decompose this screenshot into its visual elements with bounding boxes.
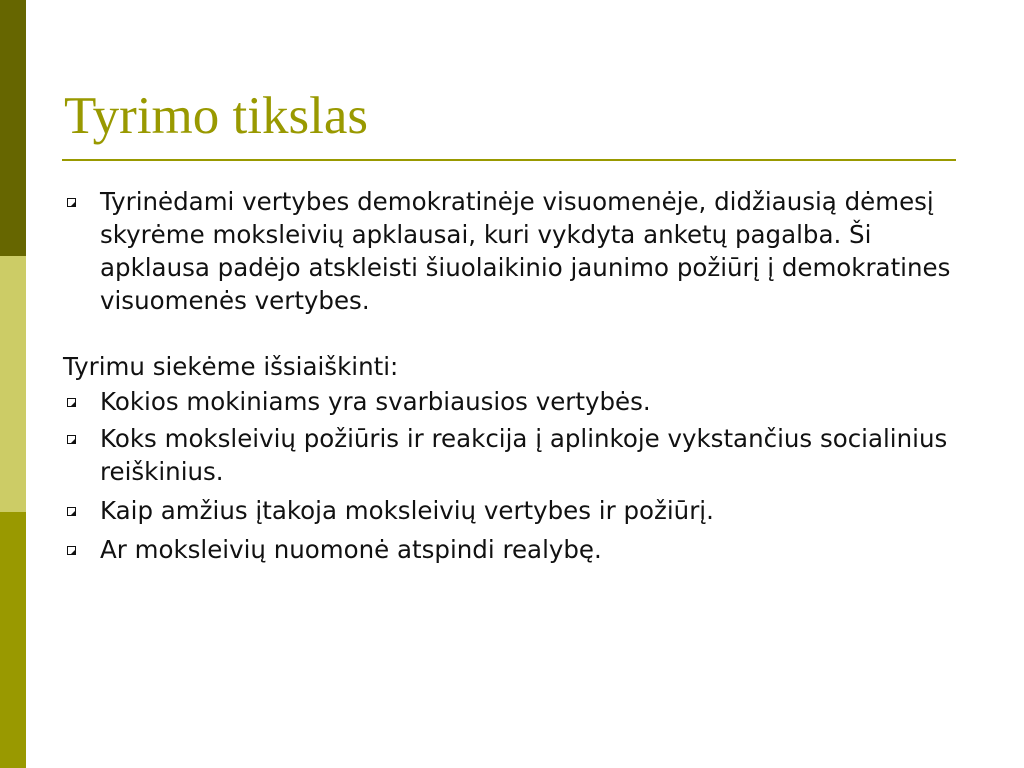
accent-bar-dark	[0, 0, 26, 256]
slide-body	[63, 185, 963, 566]
square-bullet-icon	[67, 198, 76, 207]
list-item-intro	[63, 185, 963, 317]
square-bullet-icon	[67, 507, 76, 516]
list-item-goal-1	[63, 385, 963, 418]
goal-text: Ar moksleivių nuomonė atspindi realybę.	[100, 535, 602, 564]
accent-bar-medium	[0, 512, 26, 768]
title-underline	[62, 159, 956, 161]
goal-text: Kaip amžius įtakoja moksleivių vertybes ir požiūrį.	[100, 496, 714, 525]
intro-text: Tyrinėdami vertybes demokratinėje visuomenėje, didžiausią dėmesį skyrėme moksleivių apklausai, kuri vykdyta anketų pagalba. Ši apklausa padėjo atskleisti šiuolaikinio jaunimo požiūrį į demokratines visuomenės vertybes.	[100, 187, 951, 315]
square-bullet-icon	[67, 546, 76, 555]
square-bullet-icon	[67, 435, 76, 444]
list-item-goal-2	[63, 422, 963, 488]
list-item-goal-4	[63, 533, 963, 566]
accent-bar-light	[0, 256, 26, 512]
square-bullet-icon	[67, 398, 76, 407]
goals-heading: Tyrimu siekėme išsiaiškinti:	[63, 352, 399, 381]
goal-text: Koks moksleivių požiūris ir reakcija į aplinkoje vykstančius socialinius reiškinius.	[100, 424, 948, 486]
goal-text: Kokios mokiniams yra svarbiausios vertybės.	[100, 387, 651, 416]
list-item-goal-3	[63, 494, 963, 527]
slide-title: Tyrimo tikslas	[64, 87, 368, 145]
